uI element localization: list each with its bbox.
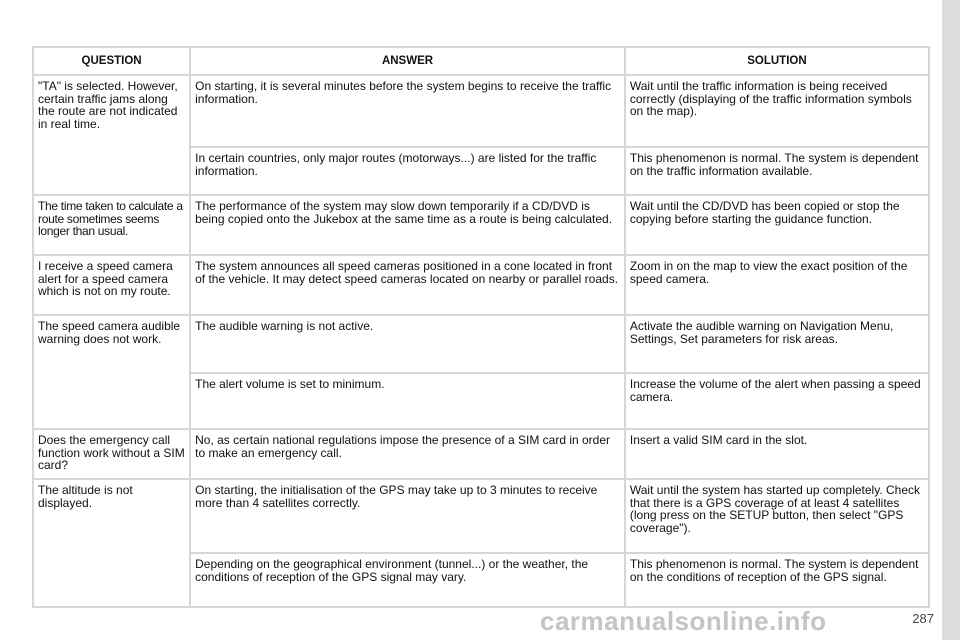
table-row <box>34 316 928 372</box>
question-cell: I receive a speed camera alert for a speed camera which is not on my route. <box>34 256 189 314</box>
solution-cell: Activate the audible warning on Navigation Menu, Settings, Set parameters for risk areas. <box>626 316 928 372</box>
solution-cell: This phenomenon is normal. The system is dependent on the conditions of reception of the GPS signal. <box>626 554 928 606</box>
solution-cell: Wait until the CD/DVD has been copied or stop the copying before starting the guidance function. <box>626 196 928 254</box>
page-edge-strip <box>942 0 960 640</box>
watermark: carmanualsonline.info <box>540 606 827 636</box>
table-header-row <box>34 48 928 74</box>
table-row <box>34 256 928 314</box>
answer-cell: On starting, it is several minutes before the system begins to receive the traffic information. <box>191 76 624 146</box>
faq-table <box>32 46 930 608</box>
table-row <box>34 196 928 254</box>
question-cell: The time taken to calculate a route sometimes seems longer than usual. <box>34 196 189 254</box>
table-row <box>34 76 928 146</box>
answer-cell: On starting, the initialisation of the GPS may take up to 3 minutes to receive more than 4 satellites correctly. <box>191 480 624 552</box>
page-number: 287 <box>912 611 934 626</box>
answer-cell: The system announces all speed cameras positioned in a cone located in front of the vehicle. It may detect speed cameras located on nearby or parallel roads. <box>191 256 624 314</box>
solution-cell: This phenomenon is normal. The system is dependent on the traffic information available. <box>626 148 928 194</box>
question-cell: The speed camera audible warning does not work. <box>34 316 189 428</box>
question-cell: The altitude is not displayed. <box>34 480 189 606</box>
table-row <box>34 430 928 478</box>
solution-cell: Wait until the system has started up completely. Check that there is a GPS coverage of at least 4 satellites (long press on the SETUP button, then select "GPS coverage"). <box>626 480 928 552</box>
answer-cell: Depending on the geographical environment (tunnel...) or the weather, the conditions of reception of the GPS signal may vary. <box>191 554 624 606</box>
solution-cell: Zoom in on the map to view the exact position of the speed camera. <box>626 256 928 314</box>
table-row <box>34 480 928 552</box>
question-cell: Does the emergency call function work without a SIM card? <box>34 430 189 478</box>
answer-cell: The alert volume is set to minimum. <box>191 374 624 428</box>
header-answer: ANSWER <box>191 48 624 74</box>
question-cell: "TA" is selected. However, certain traffic jams along the route are not indicated in real time. <box>34 76 189 194</box>
answer-cell: In certain countries, only major routes (motorways...) are listed for the traffic information. <box>191 148 624 194</box>
answer-cell: The audible warning is not active. <box>191 316 624 372</box>
solution-cell: Increase the volume of the alert when passing a speed camera. <box>626 374 928 428</box>
solution-cell: Wait until the traffic information is being received correctly (displaying of the traffic information symbols on the map). <box>626 76 928 146</box>
header-question: QUESTION <box>34 48 189 74</box>
answer-cell: No, as certain national regulations impose the presence of a SIM card in order to make an emergency call. <box>191 430 624 478</box>
solution-cell: Insert a valid SIM card in the slot. <box>626 430 928 478</box>
answer-cell: The performance of the system may slow down temporarily if a CD/DVD is being copied onto the Jukebox at the same time as a route is being calculated. <box>191 196 624 254</box>
header-solution: SOLUTION <box>626 48 928 74</box>
